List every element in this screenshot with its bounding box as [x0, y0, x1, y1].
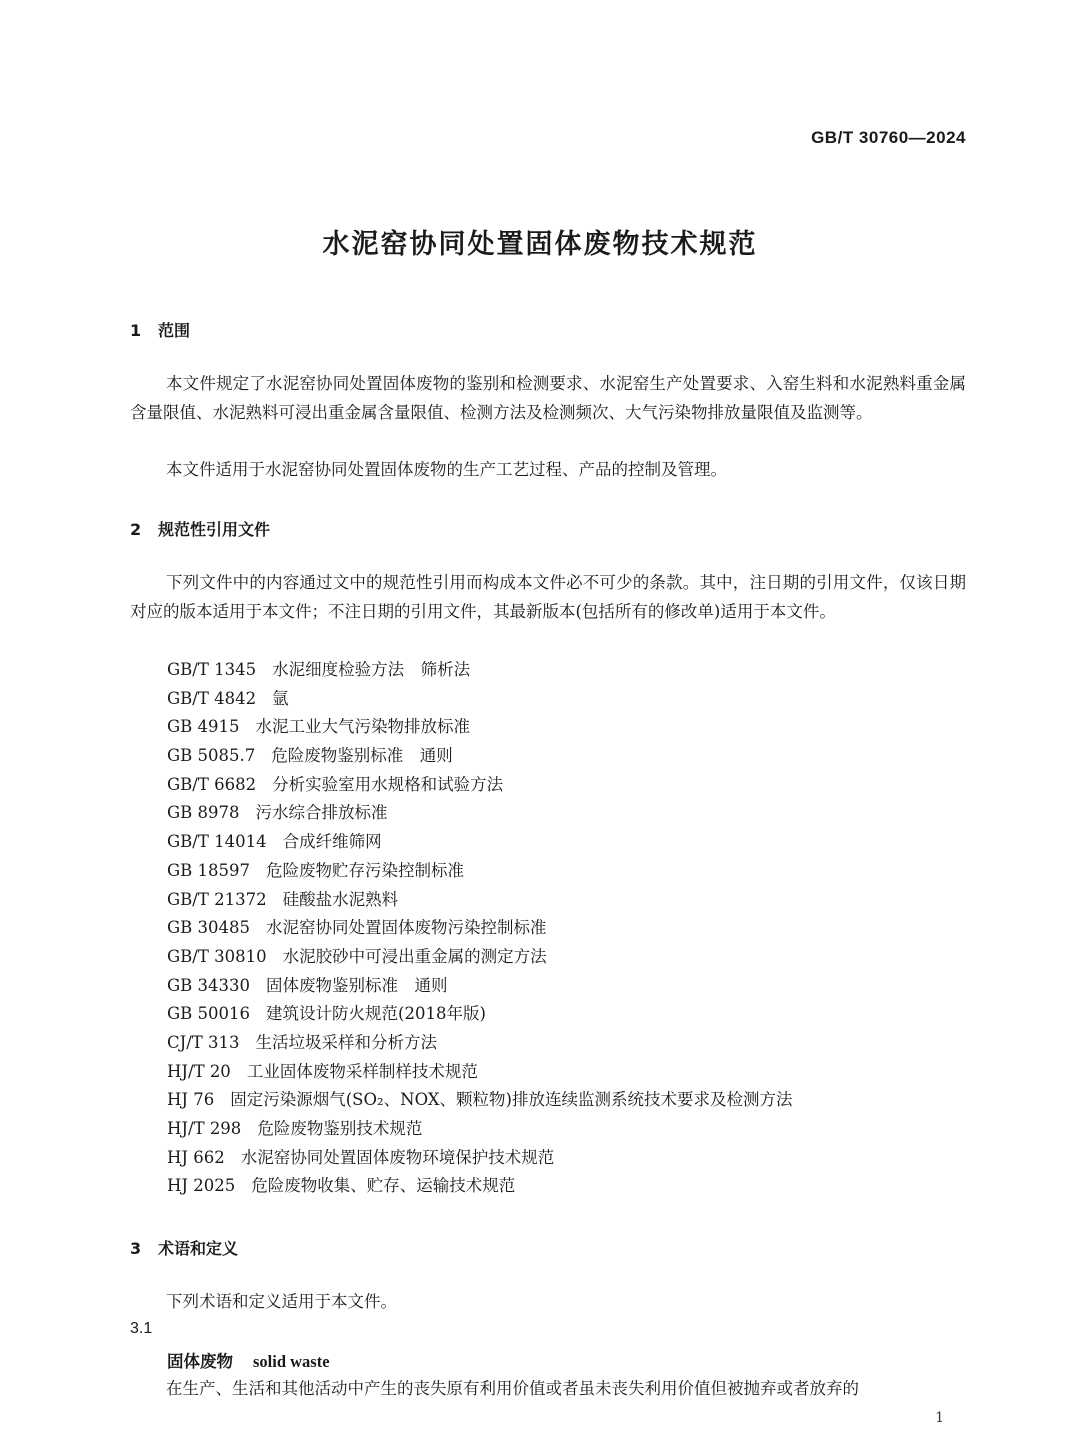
- list-item: [167, 972, 793, 1001]
- ref-code: GB/T 30810: [167, 946, 267, 966]
- ref-title: 危险废物贮存污染控制标准: [266, 860, 465, 880]
- list-item: [167, 799, 793, 828]
- section-title: 术语和定义: [158, 1239, 239, 1258]
- list-item: [167, 742, 793, 771]
- list-item: [167, 685, 793, 714]
- term-definition: 在生产、生活和其他活动中产生的丧失原有利用价值或者虽未丧失利用价值但被抛弃或者放弃的: [166, 1379, 859, 1398]
- ref-title: 水泥窑协同处置固体废物环境保护技术规范: [240, 1147, 555, 1167]
- standard-code: GB/T 30760—2024: [811, 128, 966, 147]
- ref-title: 合成纤维筛网: [282, 832, 382, 852]
- list-item: [167, 1144, 793, 1173]
- ref-title: 生活垃圾采样和分析方法: [255, 1032, 438, 1052]
- ref-code: GB/T 6682: [167, 774, 257, 794]
- list-item: [167, 914, 793, 943]
- section-number: 1: [130, 321, 142, 340]
- ref-code: GB/T 21372: [167, 889, 267, 909]
- list-item: [167, 1086, 793, 1115]
- ref-code: GB/T 14014: [167, 832, 267, 852]
- ref-code: GB/T 4842: [167, 688, 257, 708]
- list-item: [167, 656, 793, 685]
- ref-title: 水泥胶砂中可浸出重金属的测定方法: [282, 946, 547, 966]
- ref-title: 危险废物收集、贮存、运输技术规范: [251, 1176, 516, 1196]
- list-item: [167, 771, 793, 800]
- ref-code: GB 8978: [167, 803, 240, 823]
- section-2-heading: [130, 517, 270, 540]
- list-item: [167, 1000, 793, 1029]
- ref-title: 水泥细度检验方法 筛析法: [272, 660, 471, 679]
- ref-code: GB 30485: [167, 918, 251, 938]
- section-number: 2: [130, 520, 142, 539]
- ref-title: 危险废物鉴别标准 通则: [271, 746, 453, 766]
- scope-paragraph-2: 本文件适用于水泥窑协同处置固体废物的生产工艺过程、产品的控制及管理。: [166, 460, 727, 479]
- ref-title: 固定污染源烟气(SO₂、NOX、颗粒物)排放连续监测系统技术要求及检测方法: [230, 1090, 793, 1110]
- ref-code: HJ/T 298: [167, 1119, 242, 1138]
- ref-code: GB 50016: [167, 1004, 251, 1024]
- ref-title: 氩: [272, 688, 289, 708]
- list-item: [167, 1172, 793, 1201]
- page-number: 1: [935, 1410, 944, 1426]
- term-chinese: 固体废物: [167, 1352, 233, 1371]
- term-number: 3.1: [130, 1320, 153, 1337]
- term-english: solid waste: [253, 1352, 330, 1371]
- list-item: [167, 1115, 793, 1144]
- ref-code: HJ/T 20: [167, 1061, 231, 1081]
- section-number: 3: [130, 1239, 142, 1258]
- section-1-heading: [130, 318, 190, 341]
- ref-code: GB/T 1345: [167, 660, 257, 679]
- ref-title: 工业固体废物采样制样技术规范: [246, 1061, 478, 1081]
- ref-title: 硅酸盐水泥熟料: [282, 889, 399, 909]
- section-title: 范围: [158, 321, 191, 340]
- document-title: 水泥窑协同处置固体废物技术规范: [322, 229, 758, 260]
- list-item: [167, 886, 793, 915]
- references-intro-paragraph: 下列文件中的内容通过文中的规范性引用而构成本文件必不可少的条款。其中，注日期的引用文件，仅该日期对应的版本适用于本文件；不注日期的引用文件，其最新版本(包括所有的修改单)适用于本文件。: [130, 573, 966, 621]
- list-item: [167, 1029, 793, 1058]
- ref-code: GB 34330: [167, 975, 251, 995]
- scope-paragraph-1: 本文件规定了水泥窑协同处置固体废物的鉴别和检测要求、水泥窑生产处置要求、入窑生料和水泥熟料重金属含量限值、水泥熟料可浸出重金属含量限值、检测方法及检测频次、大气污染物排放量限值及监测等。: [130, 374, 966, 422]
- ref-title: 污水综合排放标准: [255, 803, 388, 823]
- normative-references-list: [167, 656, 793, 1201]
- section-3-heading: [130, 1236, 238, 1259]
- ref-code: GB 5085.7: [167, 746, 256, 766]
- term-heading: [167, 1348, 330, 1372]
- ref-code: CJ/T 313: [167, 1032, 240, 1052]
- list-item: [167, 1058, 793, 1087]
- ref-title: 水泥工业大气污染物排放标准: [255, 717, 471, 737]
- list-item: [167, 943, 793, 972]
- section-title: 规范性引用文件: [158, 520, 271, 539]
- ref-code: GB 18597: [167, 860, 251, 880]
- ref-code: GB 4915: [167, 717, 240, 737]
- list-item: [167, 857, 793, 886]
- ref-code: HJ 662: [167, 1147, 225, 1167]
- ref-title: 固体废物鉴别标准 通则: [266, 975, 448, 995]
- ref-title: 危险废物鉴别技术规范: [257, 1119, 423, 1138]
- ref-title: 建筑设计防火规范(2018年版): [266, 1004, 486, 1024]
- terms-intro-paragraph: 下列术语和定义适用于本文件。: [166, 1292, 397, 1311]
- ref-title: 水泥窑协同处置固体废物污染控制标准: [266, 918, 547, 938]
- list-item: [167, 713, 793, 742]
- list-item: [167, 828, 793, 857]
- ref-code: HJ 2025: [167, 1176, 236, 1196]
- ref-title: 分析实验室用水规格和试验方法: [272, 774, 504, 794]
- ref-code: HJ 76: [167, 1090, 215, 1110]
